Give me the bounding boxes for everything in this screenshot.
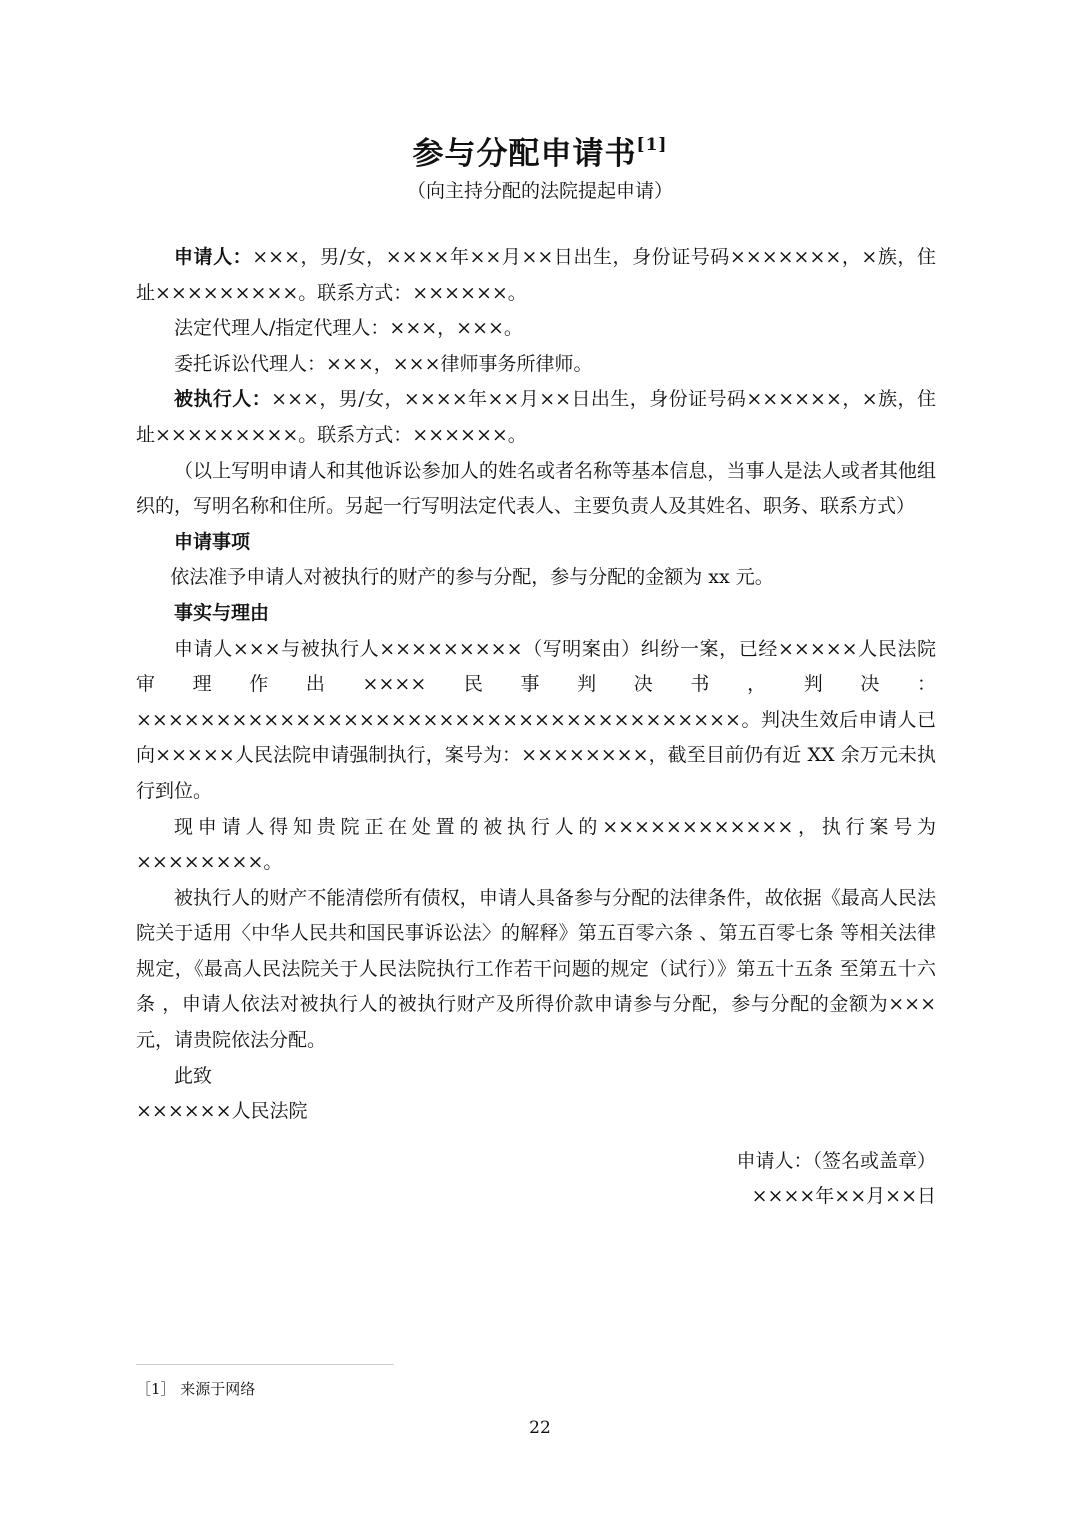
litigation-agent-paragraph: 委托诉讼代理人：×××，×××律师事务所律师。 xyxy=(174,352,593,375)
subtitle: （向主持分配的法院提起申请） xyxy=(406,180,673,202)
request-paragraph: 依法准予申请人对被执行的财产的参与分配，参与分配的金额为 xx 元。 xyxy=(170,566,774,589)
signature-line: 申请人：（签名或盖章） xyxy=(736,1149,936,1172)
date-line: ××××年××月××日 xyxy=(751,1185,936,1208)
request-heading: 申请事项 xyxy=(174,530,251,553)
facts-paragraph-2: 现申请人得知贵院正在处置的被执行人的××××××××××××，执行案号为××××××××。 xyxy=(136,815,936,874)
footnote: ［1］ 来源于网络 xyxy=(136,1380,256,1398)
page-title xyxy=(0,128,1080,173)
title-text: 参与分配申请书 xyxy=(412,136,637,172)
court-name: ××××××人民法院 xyxy=(136,1100,308,1123)
footnote-divider xyxy=(136,1364,394,1365)
facts-heading: 事实与理由 xyxy=(174,601,270,624)
document-body xyxy=(136,240,936,1215)
closing: 此致 xyxy=(174,1064,213,1087)
applicant-label: 申请人： xyxy=(174,246,253,268)
note-paragraph: （以上写明申请人和其他诉讼参加人的姓名或者名称等基本信息，当事人是法人或者其他组织的，写明名称和住所。另起一行写明法定代表人、主要负责人及其姓名、职务、联系方式） xyxy=(136,459,936,518)
page-number: 22 xyxy=(529,1418,551,1438)
respondent-text: ×××，男/女，××××年××月××日出生，身份证号码××××××，×族，住址×××××××××。联系方式：××××××。 xyxy=(136,388,936,446)
legal-agent-paragraph: 法定代理人/指定代理人：×××，×××。 xyxy=(174,317,523,340)
title-footnote-marker[interactable]: [1] xyxy=(636,135,668,155)
applicant-text: ×××，男/女，××××年××月××日出生，身份证号码×××××××，×族，住址×××××××××。联系方式：××××××。 xyxy=(136,246,936,304)
respondent-paragraph xyxy=(136,382,936,453)
facts-paragraph-1: 申请人×××与被执行人×××××××××（写明案由）纠纷一案，已经×××××人民法院审理作出××××民事判决书，判决：××××××××××××××××××××××××××××××××××××××。判决生效后申请人已向×××××人民法院申请强制执行，案号为：××××××××，截至目前仍有近 XX 余万元未执行到位。 xyxy=(136,637,936,802)
respondent-label: 被执行人： xyxy=(174,388,272,411)
facts-paragraph-3: 被执行人的财产不能清偿所有债权，申请人具备参与分配的法律条件，故依据《最高人民法院关于适用〈中华人民共和国民事诉讼法〉的解释》第五百零六条 、第五百零七条 等相关法律规定，《最高人民法院关于人民法院执行工作若干问题的规定（试行）》第五十五条 至第五十六条 ，申请人依法对被执行人的被执行财产及所得价款申请参与分配，参与分配的金额为×××元，请贵院依法分配。 xyxy=(136,886,936,1052)
applicant-paragraph xyxy=(136,240,936,311)
